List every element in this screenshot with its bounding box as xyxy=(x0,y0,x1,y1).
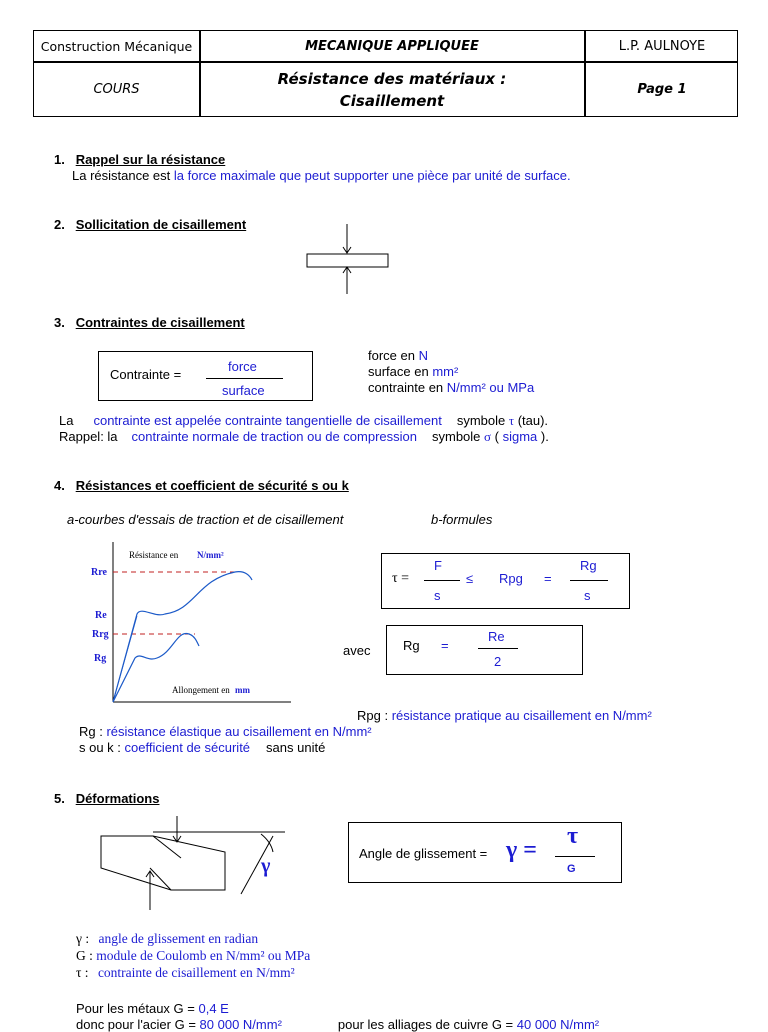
metals-g-line: Pour les métaux G = 0,4 E xyxy=(76,1001,229,1016)
formula-denominator: s xyxy=(434,588,441,603)
tau-symbol: τ xyxy=(567,823,579,849)
tau-formula-box xyxy=(381,553,630,609)
tick-rrg: Rrg xyxy=(92,629,109,640)
tick-re: Re xyxy=(95,610,107,621)
formula-denominator: surface xyxy=(222,383,265,398)
formula-numerator: Re xyxy=(488,629,505,644)
formula-denominator: s xyxy=(584,588,591,603)
section-number: 2. xyxy=(54,217,65,232)
sigma-definition: Rappel: la contrainte normale de traction ou de compression symbole σ ( sigma ). xyxy=(59,429,549,444)
avec-label: avec xyxy=(343,643,371,658)
section-number: 1. xyxy=(54,152,65,167)
tau-symbol: τ = xyxy=(392,571,410,586)
gamma-formula-box xyxy=(348,822,622,883)
text: La résistance est xyxy=(72,168,174,183)
rg-formula-box xyxy=(386,625,583,675)
section-2-heading xyxy=(54,217,246,232)
unit-stress: contrainte en N/mm² ou MPa xyxy=(368,380,535,395)
subsection-a: a-courbes d'essais de traction et de cisaillement xyxy=(67,512,344,527)
section-title: Résistances et coefficient de sécurité s ou k xyxy=(75,478,349,493)
stress-formula-box xyxy=(98,351,313,401)
unit-force: force en N xyxy=(368,348,428,363)
header-school: L.P. AULNOYE xyxy=(618,38,706,54)
legend-g: G : module de Coulomb en N/mm² ou MPa xyxy=(76,948,311,963)
g-symbol: G xyxy=(567,863,576,875)
rg-definition: Rg : résistance élastique au cisaillement en N/mm² xyxy=(79,724,372,739)
formula-numerator: Rg xyxy=(580,558,597,573)
unit-surface: surface en mm² xyxy=(368,364,459,379)
equals-symbol: = xyxy=(544,571,552,586)
section-3-heading xyxy=(54,315,245,330)
header-doc-type: COURS xyxy=(93,82,140,97)
beam-rect xyxy=(307,254,388,267)
steel-copper-line: donc pour l'acier G = 80 000 N/mm² pour les alliages de cuivre G = 40 000 N/mm² xyxy=(76,1017,600,1032)
section-title: Contraintes de cisaillement xyxy=(75,315,245,330)
header-table xyxy=(33,30,738,117)
section-1-heading xyxy=(54,152,225,167)
x-axis-unit: mm xyxy=(235,685,250,695)
section-title: Déformations xyxy=(75,791,160,806)
deformation-diagram xyxy=(95,812,295,912)
equals-symbol: = xyxy=(441,638,449,653)
section-number: 5. xyxy=(54,791,65,806)
rpg-symbol: Rpg xyxy=(499,571,523,586)
legend-tau: τ : contrainte de cisaillement en N/mm² xyxy=(76,965,295,980)
traction-curve xyxy=(113,572,252,702)
x-axis-label: Allongement en xyxy=(172,685,230,695)
tick-rre: Rre xyxy=(91,567,107,578)
le-symbol: ≤ xyxy=(466,571,474,586)
header-discipline: Construction Mécanique xyxy=(40,38,193,54)
section-title: Rappel sur la résistance xyxy=(75,152,226,167)
test-curves-diagram xyxy=(85,540,300,710)
rpg-definition: Rpg : résistance pratique au cisaillement en N/mm² xyxy=(357,708,652,723)
formula-label: Contrainte = xyxy=(110,367,182,382)
rg-symbol: Rg xyxy=(403,638,420,653)
header-page: Page 1 xyxy=(637,82,687,97)
header-title-line1: Résistance des matériaux : xyxy=(277,69,507,88)
gamma-symbol: γ = xyxy=(506,837,537,863)
gamma-symbol: γ xyxy=(261,855,271,877)
formula-label: Angle de glissement = xyxy=(359,846,488,861)
section-number: 4. xyxy=(54,478,65,493)
subsection-b: b-formules xyxy=(431,512,493,527)
tau-definition: La contrainte est appelée contrainte tangentielle de cisaillement symbole τ (tau). xyxy=(59,413,549,428)
sk-definition: s ou k : coefficient de sécurité sans unité xyxy=(79,740,326,755)
deformation-legend xyxy=(76,930,310,981)
y-axis-unit: N/mm² xyxy=(197,550,224,560)
formula-denominator: 2 xyxy=(494,654,502,669)
units-list xyxy=(368,348,534,396)
definition-text: la force maximale que peut supporter une pièce par unité de surface. xyxy=(173,168,571,183)
section-4-heading xyxy=(54,478,349,493)
legend-gamma: γ : angle de glissement en radian xyxy=(76,931,259,946)
section-5-heading xyxy=(54,791,159,806)
section-title: Sollicitation de cisaillement xyxy=(75,217,247,232)
header-subject: MECANIQUE APPLIQUEE xyxy=(305,38,479,54)
formula-numerator: force xyxy=(228,359,257,374)
y-axis-label: Résistance en xyxy=(129,550,179,560)
section-1-text xyxy=(72,168,571,183)
formula-numerator: F xyxy=(434,558,442,573)
tick-rg: Rg xyxy=(94,653,107,664)
shear-sketch xyxy=(300,222,400,298)
section-number: 3. xyxy=(54,315,65,330)
header-title xyxy=(200,63,584,116)
header-title-line2: Cisaillement xyxy=(339,91,445,110)
